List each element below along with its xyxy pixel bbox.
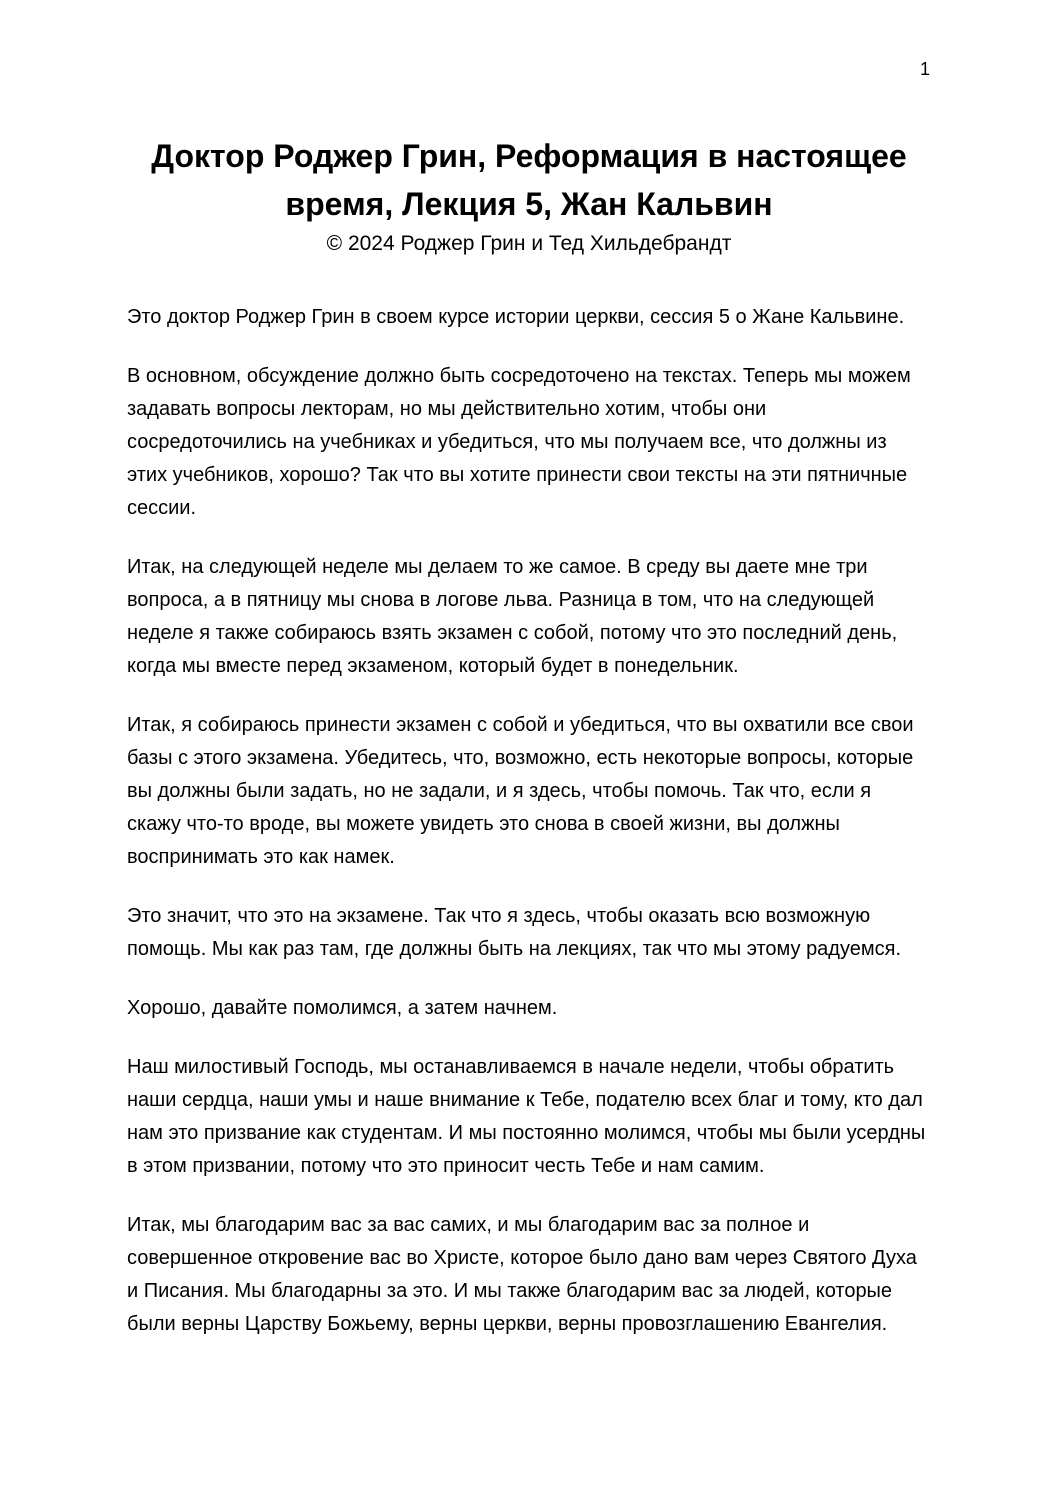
paragraph-intro: Это доктор Роджер Грин в своем курсе истории церкви, сессия 5 о Жане Кальвине. bbox=[127, 306, 905, 328]
paragraph-lets-pray: Хорошо, давайте помолимся, а затем начнем. bbox=[127, 997, 558, 1019]
document-body bbox=[127, 301, 930, 1341]
title-line-2: время, Лекция 5, Жан Кальвин bbox=[285, 186, 773, 222]
document-title bbox=[96, 132, 962, 228]
paragraph-prayer-1: Наш милостивый Господь, мы останавливаемся в начале недели, чтобы обратить наши сердца, наши умы и наше внимание к Тебе, подателю всех благ и тому, кто дал нам это призвание как студентам. И мы постоянно молимся, чтобы мы были усердны в этом призвании, потому что это приносит честь Тебе и нам самим. bbox=[127, 1056, 926, 1177]
paragraph-exam-help: Итак, я собираюсь принести экзамен с собой и убедиться, что вы охватили все свои базы с этого экзамена. Убедитесь, что, возможно, есть некоторые вопросы, которые вы должны были задать, но не задали, и я здесь, чтобы помочь. Так что, если я скажу что-то вроде, вы можете увидеть это снова в своей жизни, вы должны воспринимать это как намек. bbox=[127, 714, 914, 868]
paragraph-on-exam: Это значит, что это на экзамене. Так что я здесь, чтобы оказать всю возможную помощь. Мы как раз там, где должны быть на лекциях, так что мы этому радуемся. bbox=[127, 905, 902, 960]
paragraph-next-week: Итак, на следующей неделе мы делаем то же самое. В среду вы даете мне три вопроса, а в пятницу мы снова в логове льва. Разница в том, что на следующей неделе я также собираюсь взять экзамен с собой, потому что это последний день, когда мы вместе перед экзаменом, который будет в понедельник. bbox=[127, 556, 898, 677]
copyright-line: © 2024 Роджер Грин и Тед Хильдебрандт bbox=[326, 232, 732, 255]
paragraph-prayer-2: Итак, мы благодарим вас за вас самих, и мы благодарим вас за полное и совершенное откровение вас во Христе, которое было дано вам через Святого Духа и Писания. Мы благодарны за это. И мы также благодарим вас за людей, которые были верны Царству Божьему, верны церкви, верны провозглашению Евангелия. bbox=[127, 1214, 917, 1335]
page-number: 1 bbox=[919, 59, 930, 79]
title-line-1: Доктор Роджер Грин, Реформация в настоящее bbox=[151, 138, 907, 174]
paragraph-texts-focus: В основном, обсуждение должно быть сосредоточено на текстах. Теперь мы можем задавать вопросы лекторам, но мы действительно хотим, чтобы они сосредоточились на учебниках и убедиться, что мы получаем все, что должны из этих учебников, хорошо? Так что вы хотите принести свои тексты на эти пятничные сессии. bbox=[127, 365, 911, 519]
